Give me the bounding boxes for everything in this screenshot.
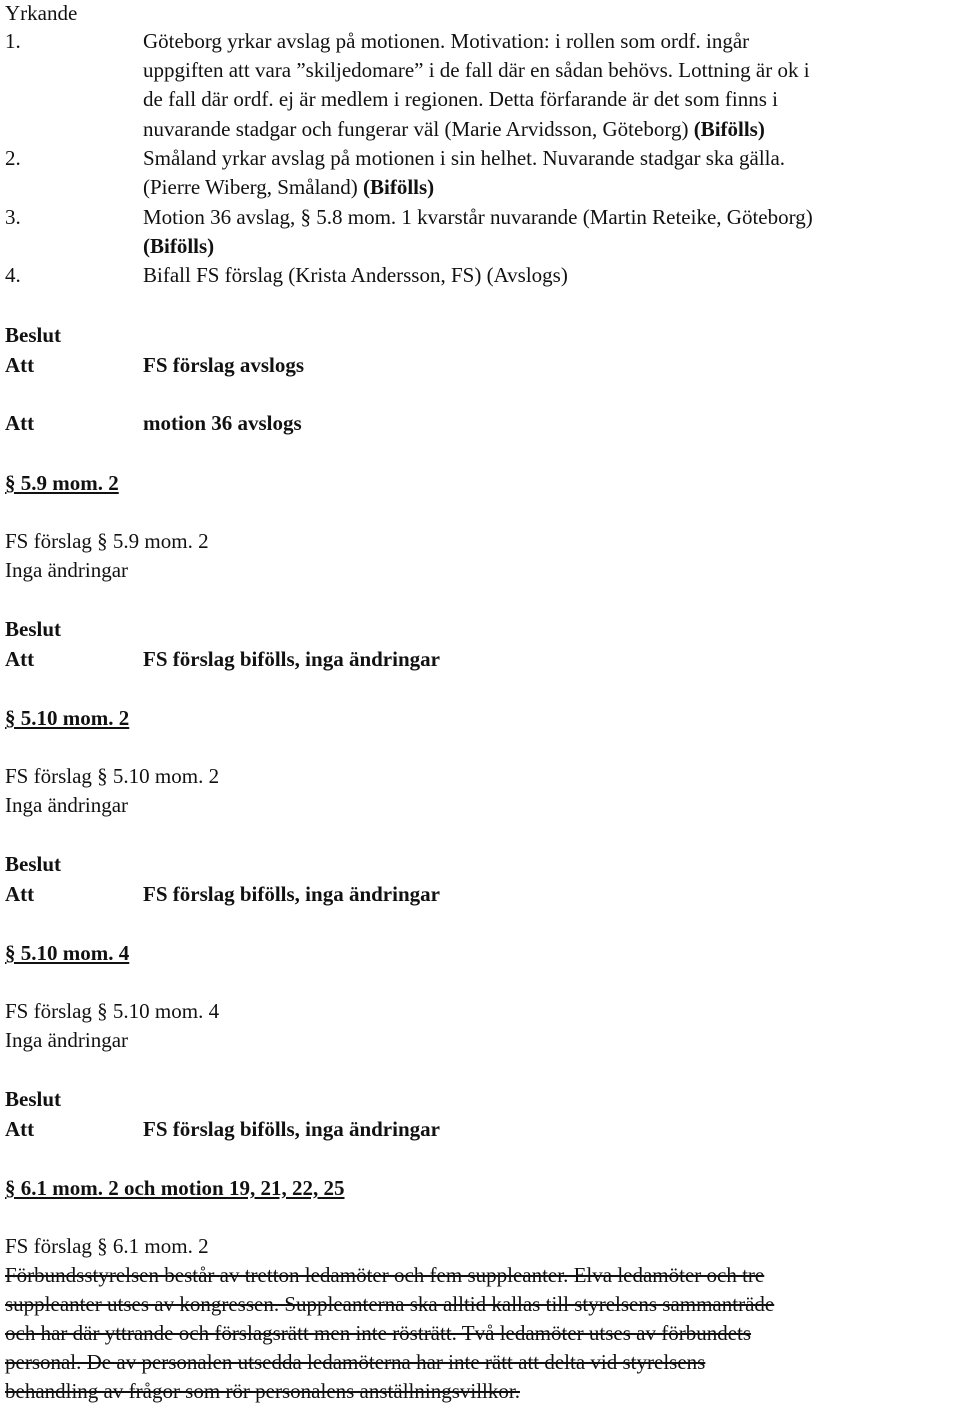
- decision-text: FS förslag bifölls, inga ändringar: [143, 647, 440, 671]
- att-label: Att: [5, 647, 35, 671]
- item-line: Småland yrkar avslag på motionen i sin helhet. Nuvarande stadgar ska gälla.: [143, 146, 786, 170]
- page-heading: Yrkande: [5, 1, 78, 25]
- att-label: Att: [5, 1117, 35, 1141]
- item-line: Motion 36 avslag, § 5.8 mom. 1 kvarstår nuvarande (Martin Reteike, Göteborg): [143, 205, 813, 229]
- struck-text-line: behandling av frågor som rör personalens anställningsvillkor.: [5, 1379, 520, 1403]
- item-line-text: nuvarande stadgar och fungerar väl (Marie Arvidsson, Göteborg): [143, 117, 694, 141]
- item-result: (Bifölls): [363, 175, 435, 199]
- decision-label: Beslut: [5, 852, 62, 876]
- struck-text-line: personal. De av personalen utsedda ledamöterna har inte rätt att delta vid styrelsens: [5, 1350, 706, 1374]
- section-heading: § 5.9 mom. 2: [5, 471, 119, 495]
- item-result: (Bifölls): [693, 117, 765, 141]
- section-heading: § 6.1 mom. 2 och motion 19, 21, 22, 25: [5, 1176, 345, 1200]
- struck-text-line: Förbundsstyrelsen består av tretton ledamöter och fem suppleanter. Elva ledamöter och tre: [5, 1263, 765, 1287]
- changes-line: Inga ändringar: [5, 793, 129, 817]
- struck-text-line: suppleanter utses av kongressen. Suppleanterna ska alltid kallas till styrelsens sammanträde: [5, 1292, 775, 1316]
- decision-label: Beslut: [5, 323, 62, 347]
- decision-text: FS förslag avslogs: [143, 353, 305, 377]
- struck-text-line: och har där yttrande och förslagsrätt men inte rösträtt. Två ledamöter utses av förbundets: [5, 1321, 752, 1345]
- decision-label: Beslut: [5, 1087, 62, 1111]
- proposal-line: FS förslag § 6.1 mom. 2: [5, 1234, 209, 1258]
- item-number: 2.: [5, 146, 21, 170]
- att-label: Att: [5, 411, 35, 435]
- item-line: Bifall FS förslag (Krista Andersson, FS) (Avslogs): [143, 263, 568, 287]
- section-heading: § 5.10 mom. 4: [5, 941, 130, 965]
- item-number: 1.: [5, 29, 21, 53]
- decision-text: FS förslag bifölls, inga ändringar: [143, 882, 440, 906]
- item-line: Göteborg yrkar avslag på motionen. Motivation: i rollen som ordf. ingår: [143, 29, 750, 53]
- item-line-text: (Pierre Wiberg, Småland): [143, 175, 363, 199]
- item-line: [143, 174, 434, 200]
- proposal-line: FS förslag § 5.10 mom. 4: [5, 999, 220, 1023]
- item-number: 4.: [5, 263, 21, 287]
- changes-line: Inga ändringar: [5, 558, 129, 582]
- decision-text: FS förslag bifölls, inga ändringar: [143, 1117, 440, 1141]
- item-line: uppgiften att vara ”skiljedomare” i de fall där en sådan behövs. Lottning är ok i: [143, 58, 810, 82]
- decision-text: motion 36 avslogs: [143, 411, 302, 435]
- proposal-line: FS förslag § 5.9 mom. 2: [5, 529, 209, 553]
- proposal-line: FS förslag § 5.10 mom. 2: [5, 764, 220, 788]
- att-label: Att: [5, 353, 35, 377]
- changes-line: Inga ändringar: [5, 1028, 129, 1052]
- section-heading: § 5.10 mom. 2: [5, 706, 130, 730]
- item-number: 3.: [5, 205, 21, 229]
- item-result: (Bifölls): [143, 234, 215, 258]
- decision-label: Beslut: [5, 617, 62, 641]
- att-label: Att: [5, 882, 35, 906]
- item-line: [143, 116, 765, 142]
- item-line: de fall där ordf. ej är medlem i regionen. Detta förfarande är det som finns i: [143, 87, 778, 111]
